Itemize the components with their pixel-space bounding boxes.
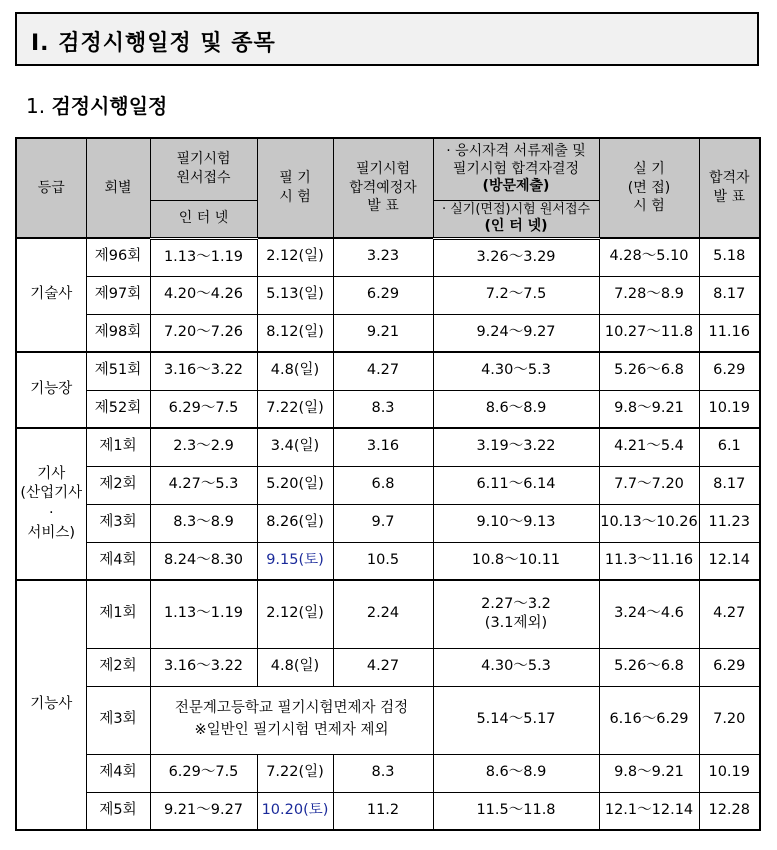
grade-cell: 기능사 <box>16 580 86 830</box>
practical-exam-cell: 7.7～7.20 <box>599 466 699 504</box>
written-exam-date-cell: 2.12(일) <box>257 580 333 648</box>
round-cell: 제96회 <box>86 238 150 276</box>
written-exam-date-cell: 8.26(일) <box>257 504 333 542</box>
final-pass-date-cell: 12.14 <box>699 542 760 580</box>
table-row <box>16 648 760 686</box>
final-pass-date-cell: 6.29 <box>699 648 760 686</box>
document-submission-cell: 6.11～6.14 <box>433 466 599 504</box>
written-pass-date-cell: 8.3 <box>333 390 433 428</box>
round-cell: 제5회 <box>86 792 150 830</box>
document-submission-cell: 7.2～7.5 <box>433 276 599 314</box>
document-submission-cell: 3.26～3.29 <box>433 238 599 276</box>
exemption-note-line-2: ※일반인 필기시험 면제자 제외 <box>194 722 389 738</box>
document-submission-cell: 11.5～11.8 <box>433 792 599 830</box>
document-submission-cell: 9.24～9.27 <box>433 314 599 352</box>
round-cell: 제97회 <box>86 276 150 314</box>
written-exam-date-cell: 10.20(토) <box>257 792 333 830</box>
table-row <box>16 580 760 648</box>
written-pass-date-cell: 6.8 <box>333 466 433 504</box>
table-row <box>16 754 760 792</box>
practical-exam-cell: 12.1～12.14 <box>599 792 699 830</box>
subsection-number: 1. <box>26 94 46 118</box>
document-submission-cell: 8.6～8.9 <box>433 754 599 792</box>
final-pass-date-cell: 7.20 <box>699 686 760 754</box>
round-cell: 제1회 <box>86 580 150 648</box>
subsection-title: 검정시행일정 <box>51 94 168 118</box>
header-written-exam: 필 기 시 험 <box>257 138 333 238</box>
final-pass-date-cell: 10.19 <box>699 754 760 792</box>
written-pass-date-cell: 11.2 <box>333 792 433 830</box>
final-pass-date-cell: 10.19 <box>699 390 760 428</box>
application-period-cell: 7.20～7.26 <box>150 314 257 352</box>
grade-cell: 기술사 <box>16 238 86 352</box>
header-practical-application: · 실기(면접)시험 원서접수 (인 터 넷) <box>433 200 599 238</box>
written-exam-date-cell: 4.8(일) <box>257 352 333 390</box>
application-period-cell: 8.24～8.30 <box>150 542 257 580</box>
grade-cell: 기사 (산업기사 · 서비스) <box>16 428 86 580</box>
table-row <box>16 314 760 352</box>
written-exam-date-cell: 2.12(일) <box>257 238 333 276</box>
document-submission-cell: 4.30～5.3 <box>433 648 599 686</box>
subsection-heading <box>26 90 167 119</box>
document-submission-cell: 2.27～3.2 (3.1제외) <box>433 580 599 648</box>
table-row <box>16 542 760 580</box>
written-pass-date-cell: 4.27 <box>333 352 433 390</box>
round-cell: 제3회 <box>86 504 150 542</box>
practical-exam-cell: 11.3～11.16 <box>599 542 699 580</box>
application-period-cell: 9.21～9.27 <box>150 792 257 830</box>
header-internet: 인 터 넷 <box>150 200 257 238</box>
written-pass-date-cell: 6.29 <box>333 276 433 314</box>
written-pass-date-cell: 3.23 <box>333 238 433 276</box>
document-submission-cell: 3.19～3.22 <box>433 428 599 466</box>
final-pass-date-cell: 6.1 <box>699 428 760 466</box>
application-period-cell: 3.16～3.22 <box>150 352 257 390</box>
round-cell: 제4회 <box>86 754 150 792</box>
header-practical-exam: 실 기 (면 접) 시 험 <box>599 138 699 238</box>
table-row <box>16 792 760 830</box>
header-grade: 등급 <box>16 138 86 238</box>
document-submission-cell: 4.30～5.3 <box>433 352 599 390</box>
round-cell: 제4회 <box>86 542 150 580</box>
application-period-cell: 4.27～5.3 <box>150 466 257 504</box>
practical-exam-cell: 3.24～4.6 <box>599 580 699 648</box>
written-pass-date-cell: 9.21 <box>333 314 433 352</box>
application-period-cell: 4.20～4.26 <box>150 276 257 314</box>
exemption-note-line-1: 전문계고등학교 필기시험면제자 검정 <box>174 700 409 717</box>
final-pass-date-cell: 11.16 <box>699 314 760 352</box>
written-pass-date-cell: 2.24 <box>333 580 433 648</box>
document-submission-cell: 9.10～9.13 <box>433 504 599 542</box>
written-pass-date-cell: 10.5 <box>333 542 433 580</box>
table-row <box>16 504 760 542</box>
table-row <box>16 352 760 390</box>
application-period-cell: 6.29～7.5 <box>150 754 257 792</box>
header-final-pass: 합격자 발 표 <box>699 138 760 238</box>
header-document-submission: · 응시자격 서류제출 및 필기시험 합격자결정 (방문제출) <box>433 138 599 200</box>
practical-exam-cell: 7.28～8.9 <box>599 276 699 314</box>
header-round: 회별 <box>86 138 150 238</box>
round-cell: 제1회 <box>86 428 150 466</box>
document-submission-cell: 8.6～8.9 <box>433 390 599 428</box>
written-exam-date-cell: 7.22(일) <box>257 390 333 428</box>
written-exam-date-cell: 5.13(일) <box>257 276 333 314</box>
final-pass-date-cell: 12.28 <box>699 792 760 830</box>
written-exam-date-cell: 4.8(일) <box>257 648 333 686</box>
written-pass-date-cell: 9.7 <box>333 504 433 542</box>
final-pass-date-cell: 5.18 <box>699 238 760 276</box>
round-cell: 제2회 <box>86 648 150 686</box>
round-cell: 제3회 <box>86 686 150 754</box>
schedule-table <box>15 137 761 831</box>
round-cell: 제52회 <box>86 390 150 428</box>
practical-exam-cell: 4.28～5.10 <box>599 238 699 276</box>
table-row <box>16 238 760 276</box>
section-title-box <box>15 12 759 66</box>
written-exam-date-cell: 9.15(토) <box>257 542 333 580</box>
final-pass-date-cell: 4.27 <box>699 580 760 648</box>
written-pass-date-cell: 8.3 <box>333 754 433 792</box>
practical-exam-cell: 9.8～9.21 <box>599 754 699 792</box>
practical-exam-cell: 9.8～9.21 <box>599 390 699 428</box>
round-cell: 제2회 <box>86 466 150 504</box>
practical-exam-cell: 6.16～6.29 <box>599 686 699 754</box>
application-period-cell: 1.13～1.19 <box>150 238 257 276</box>
table-row <box>16 390 760 428</box>
practical-exam-cell: 10.13～10.26 <box>599 504 699 542</box>
round-cell: 제51회 <box>86 352 150 390</box>
section-title: Ⅰ. 검정시행일정 및 종목 <box>31 31 276 56</box>
table-row <box>16 428 760 466</box>
practical-exam-cell: 5.26～6.8 <box>599 648 699 686</box>
exemption-note-cell <box>150 686 433 754</box>
document-submission-cell: 5.14～5.17 <box>433 686 599 754</box>
application-period-cell: 2.3～2.9 <box>150 428 257 466</box>
practical-exam-cell: 5.26～6.8 <box>599 352 699 390</box>
practical-exam-cell: 4.21～5.4 <box>599 428 699 466</box>
application-period-cell: 1.13～1.19 <box>150 580 257 648</box>
table-row <box>16 276 760 314</box>
final-pass-date-cell: 11.23 <box>699 504 760 542</box>
application-period-cell: 3.16～3.22 <box>150 648 257 686</box>
schedule-body <box>16 238 760 830</box>
grade-cell: 기능장 <box>16 352 86 428</box>
header-written-application: 필기시험 원서접수 <box>150 138 257 200</box>
application-period-cell: 8.3～8.9 <box>150 504 257 542</box>
application-period-cell: 6.29～7.5 <box>150 390 257 428</box>
document-submission-cell: 10.8～10.11 <box>433 542 599 580</box>
header-written-pass: 필기시험 합격예정자 발 표 <box>333 138 433 238</box>
round-cell: 제98회 <box>86 314 150 352</box>
table-row <box>16 466 760 504</box>
written-exam-date-cell: 8.12(일) <box>257 314 333 352</box>
final-pass-date-cell: 8.17 <box>699 276 760 314</box>
written-pass-date-cell: 3.16 <box>333 428 433 466</box>
final-pass-date-cell: 6.29 <box>699 352 760 390</box>
written-exam-date-cell: 7.22(일) <box>257 754 333 792</box>
final-pass-date-cell: 8.17 <box>699 466 760 504</box>
written-pass-date-cell: 4.27 <box>333 648 433 686</box>
written-exam-date-cell: 3.4(일) <box>257 428 333 466</box>
practical-exam-cell: 10.27～11.8 <box>599 314 699 352</box>
written-exam-date-cell: 5.20(일) <box>257 466 333 504</box>
table-row <box>16 686 760 754</box>
